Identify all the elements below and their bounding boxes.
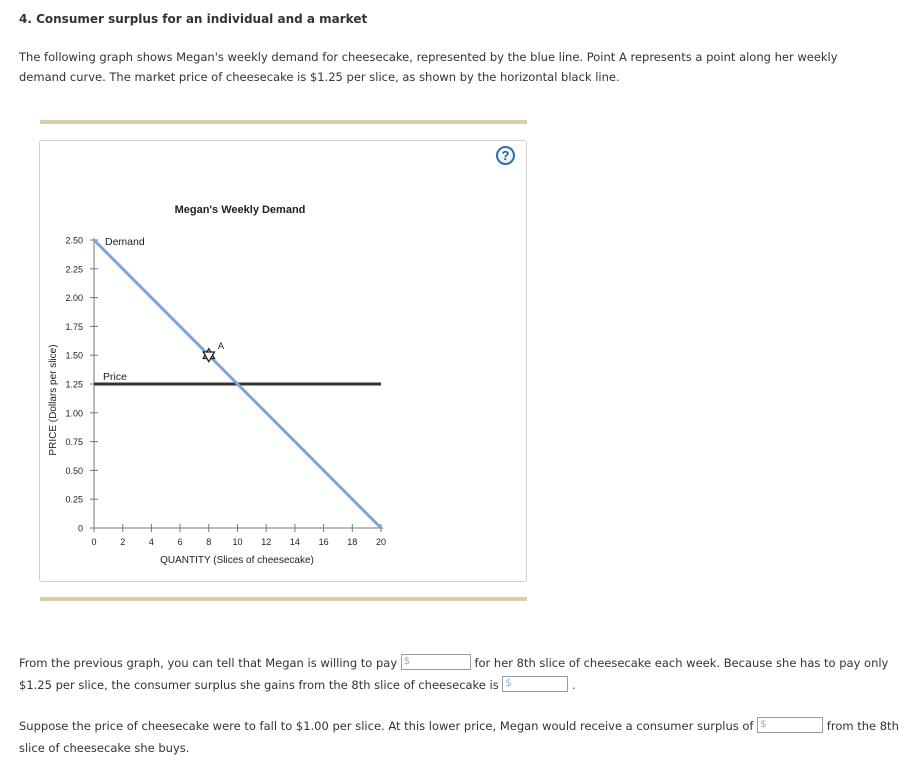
y-tick-label: 0.25 — [65, 494, 83, 505]
question-intro: The following graph shows Megan's weekly demand for cheesecake, represented by the blue line. Point A represents a point along her weekly demand curve. The market price of cheesecake is $1.25 per slice, as shown by the horizontal black line. — [19, 50, 838, 84]
surplus-lower-price-input[interactable] — [758, 723, 822, 737]
y-tick-label: 1.50 — [65, 350, 83, 361]
y-tick-label: 1.75 — [65, 321, 83, 332]
q1-text-1: From the previous graph, you can tell that Megan is willing to pay — [19, 656, 398, 670]
x-tick-label: 4 — [148, 537, 154, 547]
x-tick-label: 0 — [91, 537, 97, 547]
x-tick-label: 14 — [289, 537, 300, 547]
dollar-sign: $ — [403, 656, 411, 667]
y-tick-label: 2.50 — [65, 235, 83, 246]
chart-title: Megan's Weekly Demand — [174, 204, 306, 216]
y-tick-label: 1.25 — [65, 379, 83, 390]
willing-to-pay-input[interactable] — [402, 660, 470, 674]
point-a-label: A — [217, 341, 225, 353]
y-axis-title: PRICE (Dollars per slice) — [48, 344, 59, 456]
bottom-divider — [40, 597, 527, 601]
question-1 — [19, 652, 899, 696]
q1-text-3: . — [572, 678, 576, 692]
y-tick-label: 1.00 — [65, 408, 83, 419]
q2-text-1: Suppose the price of cheesecake were to fall to $1.00 per slice. At this lower price, Megan would receive a consumer surplus of — [19, 719, 754, 733]
x-tick-label: 12 — [261, 537, 272, 547]
question-2 — [19, 715, 899, 759]
price-series-label: Price — [103, 371, 127, 383]
x-tick-label: 16 — [318, 537, 329, 547]
q2-text-2: from the 8th slice of cheesecake she buys. — [19, 719, 899, 755]
dollar-sign: $ — [760, 719, 767, 730]
y-tick-label: 0.75 — [65, 437, 83, 448]
x-tick-label: 2 — [120, 537, 126, 547]
x-tick-label: 8 — [206, 537, 212, 547]
x-tick-label: 20 — [375, 537, 387, 547]
x-tick-label: 18 — [347, 537, 358, 547]
x-tick-label: 10 — [232, 537, 243, 547]
y-tick-label: 0.50 — [65, 465, 83, 476]
x-axis-title: QUANTITY (Slices of cheesecake) — [160, 555, 314, 566]
consumer-surplus-field[interactable] — [502, 676, 568, 692]
willing-to-pay-field[interactable] — [401, 654, 471, 670]
help-icon[interactable]: ? — [496, 146, 515, 165]
demand-series-label: Demand — [105, 236, 145, 248]
y-tick-label: 0 — [77, 523, 83, 534]
x-tick-label: 6 — [177, 537, 183, 547]
y-tick-label: 2.25 — [65, 264, 83, 275]
y-tick-label: 2.00 — [65, 293, 83, 304]
consumer-surplus-input[interactable] — [503, 682, 567, 696]
dollar-sign: $ — [505, 678, 512, 689]
q1-text-2: for her 8th slice of cheesecake each week. Because she has to pay only $1.25 per slice, the consumer surplus she gains from the 8th slice of cheesecake is — [19, 656, 889, 692]
question-title: 4. Consumer surplus for an individual and a market — [19, 12, 368, 26]
surplus-lower-price-field[interactable] — [757, 717, 823, 733]
